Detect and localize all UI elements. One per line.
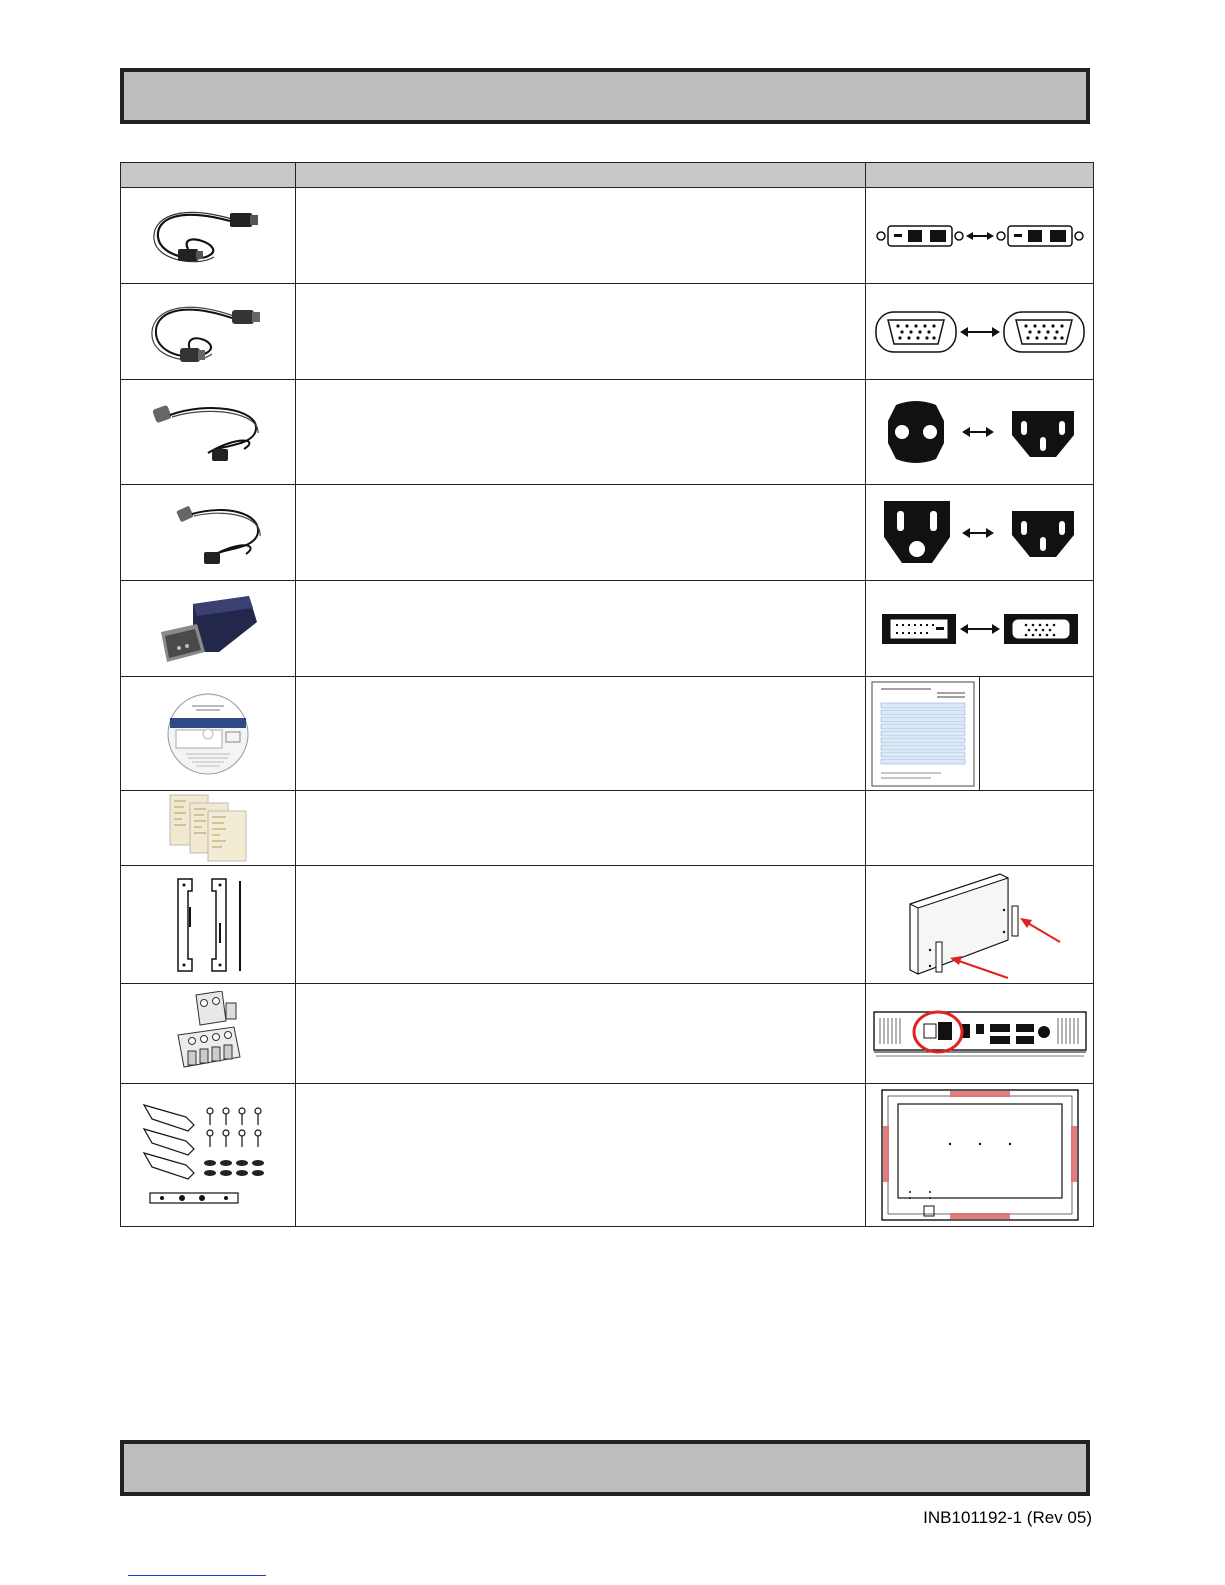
footer-banner [120, 1440, 1090, 1496]
bracket-mounting-diagram-icon [866, 866, 1094, 984]
manual-menu-screen-icon [866, 677, 979, 790]
eu-plug-to-iec-diagram-icon [866, 380, 1094, 485]
us-power-cable-icon [121, 485, 296, 581]
column-header-connection [866, 163, 1094, 188]
rear-panel-connector-diagram-icon [866, 984, 1094, 1084]
footer-link-underline[interactable] [128, 1575, 266, 1576]
dvi-to-dvi-diagram-icon [866, 188, 1094, 284]
printed-documents-icon [121, 791, 296, 866]
us-plug-to-iec-diagram-icon [866, 485, 1094, 581]
eu-power-cable-icon [121, 380, 296, 485]
document-id: INB101192-1 (Rev 05) [923, 1508, 1092, 1527]
dvi-vga-adapter-icon [121, 581, 296, 677]
table-row [121, 984, 1094, 1084]
table-row [121, 380, 1094, 485]
column-header-description [296, 163, 866, 188]
table-row [121, 677, 1094, 791]
terminal-block-connectors-icon [121, 984, 296, 1084]
table-row [121, 866, 1094, 984]
contents-table [120, 162, 1094, 1227]
table-row [121, 485, 1094, 581]
vga-cable-icon [121, 284, 296, 380]
mounting-kit-icon [121, 1084, 296, 1227]
product-manual-dvd-icon [121, 677, 296, 791]
dvi-cable-icon [121, 188, 296, 284]
vga-to-vga-diagram-icon [866, 284, 1094, 380]
dvi-to-vga-diagram-icon [866, 581, 1094, 677]
mounting-brackets-icon [121, 866, 296, 984]
table-row [121, 284, 1094, 380]
table-row [121, 188, 1094, 284]
table-row [121, 1084, 1094, 1227]
front-mounting-positions-diagram-icon [866, 1084, 1094, 1227]
table-header-row [121, 163, 1094, 188]
connection-cell-empty [866, 791, 1094, 866]
column-header-item [121, 163, 296, 188]
header-banner [120, 68, 1090, 124]
table-row [121, 581, 1094, 677]
connection-cell-empty [979, 677, 1093, 790]
table-row [121, 791, 1094, 866]
